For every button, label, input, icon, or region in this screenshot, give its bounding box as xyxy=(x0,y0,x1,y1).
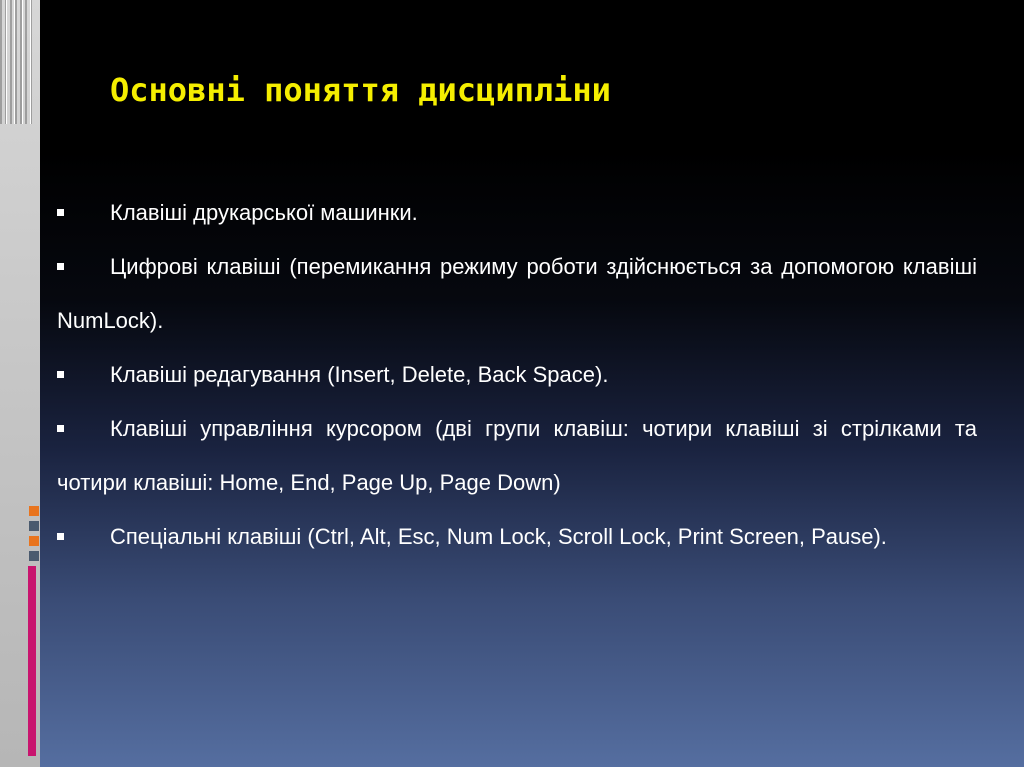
bullet-item xyxy=(57,186,977,240)
bullet-text: Клавіші редагування (Insert, Delete, Back Space). xyxy=(110,362,609,387)
decorative-line xyxy=(14,0,15,124)
bullet-item xyxy=(57,510,977,564)
bullet-item xyxy=(57,402,977,510)
accent-square-orange xyxy=(29,506,39,516)
accent-square-orange xyxy=(29,536,39,546)
square-bullet-icon xyxy=(57,371,64,378)
accent-bar-magenta xyxy=(28,566,36,756)
bullet-text: Клавіші управління курсором (дві групи клавіш: чотири клавіші зі стрілками та чотири клавіші: Home, End, Page Up, Page Down) xyxy=(57,416,977,495)
bullet-item xyxy=(57,240,977,348)
decorative-stripes xyxy=(0,0,32,124)
square-bullet-icon xyxy=(57,209,64,216)
accent-square-slate xyxy=(29,521,39,531)
square-bullet-icon xyxy=(57,425,64,432)
bullet-text: Цифрові клавіші (перемикання режиму роботи здійснюється за допомогою клавіші NumLock). xyxy=(57,254,977,333)
decorative-line xyxy=(30,0,31,124)
bullet-text: Спеціальні клавіші (Ctrl, Alt, Esc, Num Lock, Scroll Lock, Print Screen, Pause). xyxy=(110,524,887,549)
decorative-line xyxy=(6,0,7,124)
square-bullet-icon xyxy=(57,263,64,270)
accent-square-slate xyxy=(29,551,39,561)
bullet-list xyxy=(57,186,977,564)
bullet-text: Клавіші друкарської машинки. xyxy=(110,200,418,225)
decorative-line xyxy=(22,0,23,124)
bullet-item xyxy=(57,348,977,402)
slide-title: Основні поняття дисципліни xyxy=(110,71,611,109)
square-bullet-icon xyxy=(57,533,64,540)
